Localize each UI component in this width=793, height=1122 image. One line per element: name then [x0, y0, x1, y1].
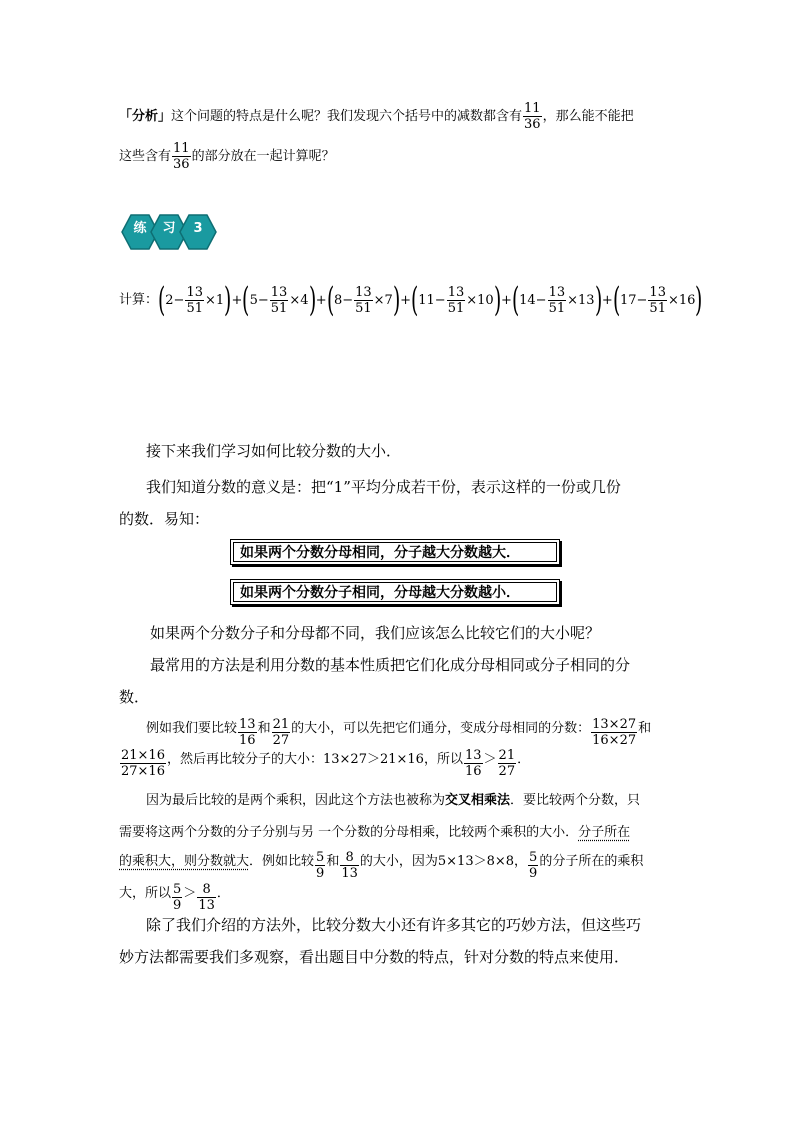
calc-label: 计算：: [119, 292, 159, 308]
fraction: $\frac{11}{36}$: [173, 141, 190, 172]
calc-term-multiplier: ×7: [373, 292, 393, 308]
cross-line-2: 需要将这两个分数的分子分别与另 一个分数的分母相乘，比较两个乘积的大小．分子所在: [119, 825, 631, 840]
rule-text: 如果两个分数分子相同，分母越大分数越小．: [240, 585, 520, 601]
badge-char: 习: [162, 221, 176, 236]
fraction: $\frac{8}{13}$: [341, 849, 358, 881]
calc-expression: [119, 280, 703, 320]
paragraph-other-methods-2: 妙方法都需要我们多观察，看出题目中分数的特点，针对分数的特点来使用．: [119, 948, 630, 966]
fraction: $\frac{13}{51}$: [548, 284, 566, 316]
calc-term-multiplier: ×1: [205, 292, 225, 308]
calc-term-minuend: 8−: [333, 292, 354, 308]
fraction: $\frac{11}{36}$: [524, 101, 541, 132]
paragraph-question: 如果两个分数分子和分母都不同，我们应该怎么比较它们的大小呢？: [150, 624, 601, 642]
paragraph-method-1: 最常用的方法是利用分数的基本性质把它们化成分母相同或分子相同的分: [150, 656, 631, 674]
fraction: $\frac{13}{51}$: [355, 284, 372, 316]
paragraph-intro: 接下来我们学习如何比较分数的大小．: [146, 442, 402, 460]
paragraph-meaning-2: 的数．易知：: [119, 510, 210, 528]
cross-line-4: 大，所以 $\frac{5}{9}$ ＞ $\frac{8}{13}$ ．: [119, 881, 230, 913]
fraction: $\frac{5}{9}$: [529, 849, 538, 881]
fraction: $\frac{21}{27}$: [272, 716, 290, 748]
plus-sign: +: [500, 292, 512, 308]
fraction: $\frac{21\times 16}{27\times 16}$: [121, 747, 165, 779]
fraction: $\frac{13}{51}$: [447, 284, 465, 316]
paragraph-other-methods-1: 除了我们介绍的方法外，比较分数大小还有许多其它的巧妙方法，但这些巧: [146, 916, 642, 934]
right-paren: ): [308, 280, 316, 320]
fraction: $\frac{5}{9}$: [316, 849, 325, 881]
calc-terms: [158, 280, 703, 320]
plus-sign: +: [231, 292, 243, 308]
left-paren: (: [612, 280, 620, 320]
left-paren: (: [326, 280, 334, 320]
calc-term-minuend: 2−: [165, 292, 185, 308]
calc-term-minuend: 14−: [519, 292, 547, 308]
calc-term-multiplier: ×16: [667, 292, 696, 308]
fraction: $\frac{13}{16}$: [239, 716, 256, 748]
fraction: $\frac{13}{51}$: [270, 284, 288, 316]
right-paren: ): [224, 280, 232, 320]
example-line-1: 例如我们要比较 $\frac{13}{16}$ 和 $\frac{21}{27}$ 的大小，可以先把它们通分，变成分母相同的分数： $\frac{13\times 27}{16\times 27}$ 和: [146, 716, 652, 748]
fraction: $\frac{13}{51}$: [186, 284, 203, 316]
plus-sign: +: [601, 292, 613, 308]
calc-term-minuend: 11−: [418, 292, 446, 308]
right-paren: ): [493, 280, 501, 320]
calc-term-multiplier: ×13: [567, 292, 595, 308]
right-paren: ): [392, 280, 401, 320]
calc-term-multiplier: ×4: [289, 292, 309, 308]
left-paren: (: [410, 280, 419, 320]
left-paren: (: [158, 280, 166, 320]
right-paren: ): [695, 280, 703, 320]
rule-box-1: [230, 539, 560, 565]
fraction: $\frac{5}{9}$: [173, 881, 182, 913]
paragraph-meaning-1: 我们知道分数的意义是：把“1”平均分成若干份，表示这样的一份或几份: [146, 478, 621, 496]
badge-char: 练: [133, 221, 147, 236]
fraction: $\frac{21}{27}$: [498, 747, 516, 779]
example-line-2: $\frac{21\times 16}{27\times 16}$ ，然后再比较分子的大小：13×27＞21×16，所以 $\frac{13}{16}$ ＞ $\frac{21}{27}$ ．: [121, 747, 531, 779]
fraction: $\frac{13\times 27}{16\times 27}$: [592, 716, 637, 748]
practice-badge: [118, 211, 222, 253]
calc-term-multiplier: ×10: [466, 292, 494, 308]
fraction: $\frac{8}{13}$: [198, 881, 215, 913]
cross-line-1: 因为最后比较的是两个乘积，因此这个方法也被称为交叉相乘法．要比较两个分数，只: [146, 793, 641, 808]
right-paren: ): [594, 280, 602, 320]
paragraph-method-2: 数．: [119, 688, 150, 706]
left-paren: (: [511, 280, 520, 320]
plus-sign: +: [315, 292, 327, 308]
analysis-line-2: 这些含有 $\frac{11}{36}$ 的部分放在一起计算呢？: [119, 141, 335, 172]
term-cross-multiplication: 交叉相乘法: [445, 793, 511, 808]
left-paren: (: [242, 280, 250, 320]
fraction: $\frac{13}{16}$: [464, 747, 482, 779]
badge-char: 3: [193, 221, 203, 236]
cross-line-3: 的乘积大，则分数就大．例如比较 $\frac{5}{9}$ 和 $\frac{8}{13}$ 的大小，因为5×13＞8×8， $\frac{5}{9}$ 的分子所在的乘积: [119, 849, 644, 881]
rule-box-2: [230, 579, 560, 605]
analysis-label: 「分析」: [119, 109, 172, 124]
calc-term-minuend: 17−: [619, 292, 648, 308]
plus-sign: +: [400, 292, 411, 308]
fraction: $\frac{13}{51}$: [649, 284, 666, 316]
rule-text: 如果两个分数分母相同，分子越大分数越大．: [240, 545, 520, 561]
calc-term-minuend: 5−: [249, 292, 269, 308]
analysis-line-1: 「分析」这个问题的特点是什么呢？我们发现六个括号中的减数都含有 $\frac{11}{36}$ ，那么能不能把: [119, 101, 634, 132]
